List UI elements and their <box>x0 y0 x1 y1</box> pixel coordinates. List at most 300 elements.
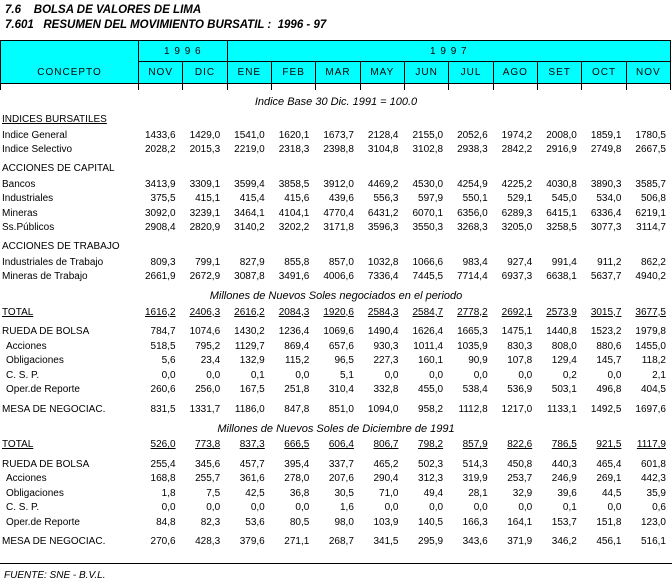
row-label: C. S. P. <box>6 369 40 381</box>
cell-value: 271,1 <box>284 536 310 548</box>
cell-value: 90,9 <box>468 355 488 367</box>
cell-value: 0,0 <box>607 502 622 514</box>
cell-value: 0,0 <box>384 369 399 381</box>
cell-value: 4104,1 <box>278 207 310 219</box>
column-stub <box>360 84 404 90</box>
cell-value: 502,3 <box>418 458 444 470</box>
row-label: ACCIONES DE CAPITAL <box>2 163 115 174</box>
cell-value: 506,8 <box>640 193 666 205</box>
group-heading-row <box>0 161 672 176</box>
cell-value: 145,7 <box>596 355 622 367</box>
cell-value: 514,3 <box>462 458 488 470</box>
cell-value: 415,4 <box>239 193 265 205</box>
cell-value: 784,7 <box>150 326 176 338</box>
cell-value: 556,3 <box>373 193 399 205</box>
month-header-ago-8: AGO <box>493 62 537 83</box>
cell-value: 166,3 <box>462 516 488 528</box>
column-stub <box>315 84 359 90</box>
cell-value: 2,1 <box>652 369 666 381</box>
cell-value: 1859,1 <box>590 129 622 141</box>
cell-value: 1523,2 <box>590 326 622 338</box>
cell-value: 140,5 <box>418 516 444 528</box>
cell-value: 6415,1 <box>546 207 577 219</box>
cell-value: 822,6 <box>507 439 533 451</box>
cell-value: 516,1 <box>640 536 666 548</box>
cell-value: 465,4 <box>596 458 622 470</box>
cell-value: 1455,0 <box>635 340 666 352</box>
cell-value: 2916,9 <box>546 144 577 156</box>
cell-value: 151,8 <box>596 516 622 528</box>
cell-value: 6937,3 <box>501 271 533 283</box>
cell-value: 2015,3 <box>189 144 221 156</box>
cell-value: 415,1 <box>195 193 221 205</box>
cell-value: 3599,4 <box>234 178 265 190</box>
cell-value: 666,5 <box>284 439 310 451</box>
cell-value: 3239,1 <box>189 207 221 219</box>
cell-value: 0,0 <box>518 502 533 514</box>
cell-value: 456,1 <box>596 536 622 548</box>
cell-value: 1,8 <box>161 487 176 499</box>
cell-value: 2406,3 <box>189 306 221 318</box>
cell-value: 3258,5 <box>546 222 577 234</box>
cell-value: 657,6 <box>328 340 354 352</box>
cell-value: 2842,2 <box>501 144 533 156</box>
row-label: Mineras <box>2 207 38 219</box>
column-stub <box>1 84 138 90</box>
cell-value: 830,3 <box>507 340 533 352</box>
cell-value: 6070,1 <box>412 207 444 219</box>
cell-value: 1490,4 <box>367 326 399 338</box>
cell-value: 2028,2 <box>144 144 176 156</box>
cell-value: 319,9 <box>462 473 488 485</box>
cell-value: 2052,6 <box>457 129 488 141</box>
cell-value: 4770,4 <box>323 207 354 219</box>
cell-value: 1011,4 <box>413 340 444 352</box>
row-label: Indice Selectivo <box>2 144 73 156</box>
cell-value: 2908,4 <box>144 222 176 234</box>
cell-value: 3858,5 <box>278 178 310 190</box>
cell-value: 23,4 <box>200 355 221 367</box>
concepto-header-cell: CONCEPTO <box>37 67 102 78</box>
cell-value: 36,8 <box>289 487 310 499</box>
cell-value: 847,8 <box>284 403 310 415</box>
cell-value: 930,3 <box>373 340 399 352</box>
month-header-oct-10: OCT <box>581 62 625 83</box>
cell-value: 3202,2 <box>278 222 310 234</box>
row-label: TOTAL <box>2 306 34 318</box>
cell-value: 1475,1 <box>501 326 533 338</box>
cell-value: 395,4 <box>284 458 310 470</box>
column-stub <box>448 84 492 90</box>
cell-value: 529,1 <box>507 193 533 205</box>
cell-value: 439,6 <box>328 193 354 205</box>
cell-value: 3585,7 <box>635 178 666 190</box>
cell-value: 6431,2 <box>367 207 399 219</box>
row-label: TOTAL <box>2 439 34 451</box>
cell-value: 465,2 <box>373 458 399 470</box>
table-row <box>0 177 672 192</box>
cell-value: 837,3 <box>239 439 265 451</box>
row-label: Industriales <box>2 193 54 205</box>
column-stub <box>493 84 537 90</box>
cell-value: 255,7 <box>195 473 221 485</box>
cell-value: 3205,0 <box>501 222 533 234</box>
table-row <box>0 305 672 320</box>
cell-value: 3912,0 <box>323 178 354 190</box>
report-subtitle: 7.601 RESUMEN DEL MOVIMIENTO BURSATIL : 1996 - 97 <box>5 19 327 31</box>
cell-value: 1665,3 <box>457 326 488 338</box>
cell-value: 808,0 <box>551 340 577 352</box>
cell-value: 28,1 <box>468 487 488 499</box>
cell-value: 1129,7 <box>234 340 265 352</box>
cell-value: 0,0 <box>161 502 176 514</box>
cell-value: 84,8 <box>156 516 176 528</box>
cell-value: 862,2 <box>640 256 666 268</box>
cell-value: 4030,8 <box>546 178 577 190</box>
cell-value: 1074,6 <box>189 326 221 338</box>
cell-value: 260,6 <box>150 384 176 396</box>
table-row <box>0 472 672 487</box>
cell-value: 2584,7 <box>412 306 444 318</box>
cell-value: 442,3 <box>640 473 666 485</box>
cell-value: 5,1 <box>340 369 354 381</box>
cell-value: 4530,0 <box>412 178 444 190</box>
cell-value: 1429,0 <box>189 129 221 141</box>
cell-value: 42,5 <box>245 487 265 499</box>
cell-value: 2938,3 <box>457 144 488 156</box>
cell-value: 2820,9 <box>189 222 221 234</box>
cell-value: 597,9 <box>418 193 444 205</box>
cell-value: 2749,8 <box>590 144 622 156</box>
cell-value: 278,0 <box>284 473 310 485</box>
month-header-feb-3: FEB <box>271 62 315 83</box>
column-stub <box>182 84 226 90</box>
cell-value: 3550,3 <box>412 222 444 234</box>
cell-value: 269,1 <box>596 473 622 485</box>
cell-value: 343,6 <box>462 536 488 548</box>
cell-value: 341,5 <box>373 536 399 548</box>
cell-value: 7445,5 <box>412 271 444 283</box>
cell-value: 983,4 <box>462 256 488 268</box>
cell-value: 518,5 <box>150 340 176 352</box>
cell-value: 3171,8 <box>323 222 354 234</box>
table-row <box>0 206 672 221</box>
cell-value: 1440,8 <box>546 326 577 338</box>
cell-value: 606,4 <box>328 439 354 451</box>
cell-value: 1979,8 <box>635 326 666 338</box>
cell-value: 96,5 <box>334 355 354 367</box>
cell-value: 1133,1 <box>546 403 577 415</box>
cell-value: 35,9 <box>646 487 666 499</box>
cell-value: 310,4 <box>328 384 354 396</box>
cell-value: 1433,6 <box>144 129 176 141</box>
cell-value: 312,3 <box>418 473 444 485</box>
cell-value: 0,0 <box>295 369 310 381</box>
row-label: MESA DE NEGOCIAC. <box>2 403 106 415</box>
table-section-0 <box>0 96 672 284</box>
cell-value: 227,3 <box>373 355 399 367</box>
cell-value: 0,1 <box>250 369 265 381</box>
cell-value: 1492,5 <box>590 403 622 415</box>
cell-value: 1094,0 <box>367 403 399 415</box>
table-row <box>0 339 672 354</box>
table-section-1 <box>0 290 672 417</box>
cell-value: 1697,6 <box>635 403 666 415</box>
month-header-dic-1: DIC <box>182 62 226 83</box>
cell-value: 3268,3 <box>457 222 488 234</box>
cell-value: 786,5 <box>551 439 577 451</box>
cell-value: 538,4 <box>462 384 488 396</box>
cell-value: 2672,9 <box>189 271 221 283</box>
cell-value: 337,7 <box>328 458 354 470</box>
cell-value: 3413,9 <box>144 178 176 190</box>
cell-value: 855,8 <box>284 256 310 268</box>
cell-value: 550,1 <box>462 193 488 205</box>
cell-value: 361,6 <box>239 473 265 485</box>
cell-value: 3102,8 <box>412 144 444 156</box>
cell-value: 3464,1 <box>234 207 265 219</box>
cell-value: 153,7 <box>551 516 577 528</box>
group-heading-row <box>0 112 672 127</box>
month-header-jul-7: JUL <box>448 62 492 83</box>
year-group-1997: 1 9 9 7 <box>227 41 670 62</box>
cell-value: 6289,3 <box>501 207 533 219</box>
cell-value: 450,8 <box>507 458 533 470</box>
cell-value: 7336,4 <box>367 271 399 283</box>
cell-value: 207,6 <box>328 473 354 485</box>
table-row <box>0 535 672 550</box>
cell-value: 270,6 <box>150 536 176 548</box>
cell-value: 958,2 <box>418 403 444 415</box>
cell-value: 107,8 <box>507 355 533 367</box>
month-header-mar-4: MAR <box>315 62 359 83</box>
cell-value: 6336,4 <box>590 207 622 219</box>
cell-value: 2318,3 <box>278 144 310 156</box>
table-row <box>0 354 672 369</box>
cell-value: 268,7 <box>328 536 354 548</box>
cell-value: 1035,9 <box>457 340 488 352</box>
cell-value: 457,7 <box>239 458 265 470</box>
cell-value: 5,6 <box>161 355 176 367</box>
cell-value: 809,3 <box>150 256 176 268</box>
cell-value: 0,0 <box>206 502 221 514</box>
cell-value: 290,4 <box>373 473 399 485</box>
cell-value: 0,0 <box>429 502 444 514</box>
cell-value: 39,6 <box>557 487 577 499</box>
cell-value: 1236,4 <box>278 326 310 338</box>
cell-value: 851,0 <box>328 403 354 415</box>
cell-value: 2084,3 <box>278 306 310 318</box>
cell-value: 0,0 <box>473 502 488 514</box>
column-stub <box>404 84 448 90</box>
cell-value: 526,0 <box>150 439 176 451</box>
row-label: Indice General <box>2 129 68 141</box>
cell-value: 404,5 <box>640 384 666 396</box>
cell-value: 82,3 <box>200 516 221 528</box>
row-label: Ss.Públicos <box>2 222 55 234</box>
cell-value: 160,1 <box>418 355 444 367</box>
cell-value: 1217,0 <box>501 403 533 415</box>
column-stub <box>626 84 670 90</box>
table-header <box>0 40 671 84</box>
cell-value: 2219,0 <box>234 144 265 156</box>
cell-value: 3890,3 <box>590 178 622 190</box>
cell-value: 115,2 <box>285 355 310 367</box>
cell-value: 3092,0 <box>144 207 176 219</box>
section-caption: Millones de Nuevos Soles de Diciembre de 1991 <box>217 422 455 435</box>
cell-value: 44,5 <box>601 487 622 499</box>
cell-value: 0,0 <box>161 369 176 381</box>
cell-value: 798,2 <box>418 439 444 451</box>
cell-value: 1069,6 <box>323 326 354 338</box>
cell-value: 0,0 <box>429 369 444 381</box>
month-header-set-9: SET <box>537 62 581 83</box>
cell-value: 921,5 <box>596 439 622 451</box>
month-header-nov-0: NOV <box>138 62 182 83</box>
cell-value: 49,4 <box>423 487 444 499</box>
cell-value: 0,0 <box>250 502 265 514</box>
source-note: FUENTE: SNE - B.V.L. <box>4 570 106 581</box>
cell-value: 7,5 <box>206 487 221 499</box>
table-row <box>0 457 672 472</box>
cell-value: 440,3 <box>551 458 577 470</box>
cell-value: 869,4 <box>284 340 310 352</box>
cell-value: 799,1 <box>195 256 221 268</box>
cell-value: 0,0 <box>384 502 399 514</box>
cell-value: 536,9 <box>507 384 533 396</box>
cell-value: 1616,2 <box>144 306 176 318</box>
cell-value: 132,9 <box>239 355 265 367</box>
cell-value: 1920,6 <box>323 306 354 318</box>
cell-value: 2398,8 <box>323 144 354 156</box>
cell-value: 545,0 <box>551 193 577 205</box>
cell-value: 455,0 <box>418 384 444 396</box>
month-header-ene-2: ENE <box>227 62 271 83</box>
group-heading-row <box>0 239 672 254</box>
row-label: MESA DE NEGOCIAC. <box>2 536 106 548</box>
cell-value: 2573,9 <box>546 306 577 318</box>
cell-value: 3491,6 <box>278 271 310 283</box>
cell-value: 71,0 <box>379 487 399 499</box>
cell-value: 345,6 <box>195 458 221 470</box>
row-label: Obligaciones <box>6 487 64 499</box>
cell-value: 927,4 <box>507 256 533 268</box>
cell-value: 129,4 <box>551 355 577 367</box>
cell-value: 30,5 <box>334 487 354 499</box>
section-caption: Millones de Nuevos Soles negociados en el periodo <box>209 290 463 302</box>
row-label: Acciones <box>6 473 47 485</box>
cell-value: 379,6 <box>239 536 265 548</box>
cell-value: 2778,2 <box>457 306 488 318</box>
table-row <box>0 255 672 270</box>
cell-value: 795,2 <box>195 340 221 352</box>
cell-value: 534,0 <box>596 193 622 205</box>
row-label: Acciones <box>6 340 47 352</box>
cell-value: 1331,7 <box>189 403 221 415</box>
row-label: ACCIONES DE TRABAJO <box>2 241 120 252</box>
cell-value: 1974,2 <box>501 129 533 141</box>
cell-value: 1620,1 <box>278 129 310 141</box>
cell-value: 255,4 <box>150 458 176 470</box>
cell-value: 4225,2 <box>501 178 533 190</box>
cell-value: 2667,5 <box>635 144 666 156</box>
cell-value: 32,9 <box>512 487 533 499</box>
cell-value: 295,9 <box>418 536 444 548</box>
cell-value: 2155,0 <box>412 129 444 141</box>
table-section-2 <box>0 423 672 550</box>
row-label: RUEDA DE BOLSA <box>2 326 90 338</box>
cell-value: 0,0 <box>607 369 622 381</box>
cell-value: 3104,8 <box>367 144 399 156</box>
table-row <box>0 221 672 236</box>
row-label: Obligaciones <box>6 355 64 367</box>
cell-value: 123,0 <box>640 516 666 528</box>
cell-value: 0,2 <box>562 369 577 381</box>
cell-value: 911,2 <box>597 256 622 268</box>
cell-value: 0,0 <box>295 502 310 514</box>
cell-value: 1780,5 <box>635 129 666 141</box>
cell-value: 428,3 <box>195 536 221 548</box>
cell-value: 53,6 <box>245 516 265 528</box>
report-number-title: 7.6 BOLSA DE VALORES DE LIMA <box>5 4 202 16</box>
table-row <box>0 438 672 453</box>
row-label: INDICES BURSATILES <box>2 114 107 125</box>
cell-value: 2008,0 <box>546 129 577 141</box>
cell-value: 1541,0 <box>234 129 265 141</box>
cell-value: 2692,1 <box>501 306 533 318</box>
cell-value: 601,8 <box>640 458 666 470</box>
table-row <box>0 486 672 501</box>
cell-value: 4254,9 <box>457 178 488 190</box>
year-group-1996: 1 9 9 6 <box>138 41 227 62</box>
cell-value: 164,1 <box>507 516 533 528</box>
section-caption: Indice Base 30 Dic. 1991 = 100.0 <box>254 96 418 108</box>
row-label: RUEDA DE BOLSA <box>2 458 90 470</box>
cell-value: 6638,1 <box>546 271 577 283</box>
cell-value: 1626,4 <box>412 326 444 338</box>
cell-value: 7714,4 <box>457 271 488 283</box>
row-label: Bancos <box>2 178 36 190</box>
cell-value: 251,8 <box>284 384 310 396</box>
cell-value: 1066,6 <box>412 256 444 268</box>
row-label: Oper.de Reporte <box>6 516 80 528</box>
cell-value: 167,5 <box>239 384 265 396</box>
month-header-nov-11: NOV <box>626 62 670 83</box>
column-stub <box>271 84 315 90</box>
cell-value: 831,5 <box>150 403 176 415</box>
table-row <box>0 192 672 207</box>
cell-value: 3087,8 <box>234 271 265 283</box>
table-row <box>0 501 672 516</box>
cell-value: 246,9 <box>551 473 577 485</box>
cell-value: 827,9 <box>239 256 265 268</box>
cell-value: 1186,0 <box>234 403 265 415</box>
cell-value: 98,0 <box>334 516 354 528</box>
cell-value: 3077,3 <box>590 222 622 234</box>
cell-value: 2616,2 <box>234 306 265 318</box>
column-stub <box>227 84 271 90</box>
row-label: Oper.de Reporte <box>6 384 80 396</box>
cell-value: 0,0 <box>206 369 221 381</box>
header-column-stubs <box>0 84 671 90</box>
cell-value: 3015,7 <box>590 306 622 318</box>
table-row <box>0 368 672 383</box>
cell-value: 2661,9 <box>144 271 176 283</box>
cell-value: 415,6 <box>284 193 310 205</box>
cell-value: 80,5 <box>289 516 310 528</box>
cell-value: 4469,2 <box>367 178 399 190</box>
cell-value: 5637,7 <box>590 271 622 283</box>
